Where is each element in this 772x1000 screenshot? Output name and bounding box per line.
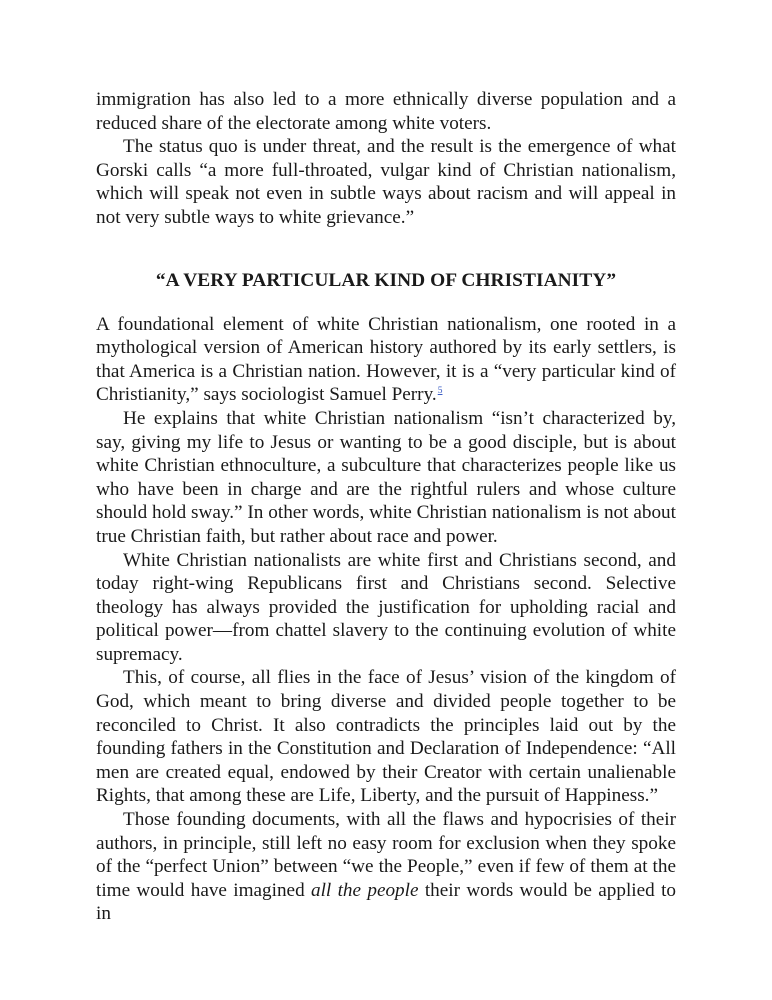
paragraph-kingdom-of-god: This, of course, all flies in the face of Jesus’ vision of the kingdom of God, which meant to bring diverse and divided people together to be reconciled to Christ. It also contradicts the principles laid out by the founding fathers in the Constitution and Declaration of Independence: “All men are created equal, endowed by their Creator with certain unalienable Rights, that among these are Life, Liberty, and the pursuit of Happiness.” (96, 667, 676, 807)
footnote-link[interactable]: 5 (437, 385, 443, 396)
paragraph-perry-explains: He explains that white Christian nationalism “isn’t characterized by, say, giving my life to Jesus or wanting to be a good disciple, but is about white Christian ethnoculture, a subculture that characterizes people like us who have been in charge and are the rightful rulers and whose culture should hold sway.” In other words, white Christian nationalism is not about true Christian faith, but rather about race and power. (96, 407, 676, 547)
paragraph-foundational-text: A foundational element of white Christian nationalism, one rooted in a mythological version of American history authored by its early settlers, is that America is a Christian nation. However, it is a “very particular kind of Christianity,” says sociologist Samuel Perry. (96, 313, 676, 406)
paragraph-gorski-quote: The status quo is under threat, and the result is the emergence of what Gorski calls “a more full-throated, vulgar kind of Christian nationalism, which will speak not even in subtle ways about racism and will appeal in not very subtle ways to white grievance.” (96, 136, 676, 228)
paragraph-founding-documents (96, 808, 676, 926)
section-heading: “A VERY PARTICULAR KIND OF CHRISTIANITY” (155, 269, 617, 291)
founding-documents-text-end: their words would be applied to in (96, 879, 676, 925)
book-page (96, 88, 676, 926)
paragraph-continued: immigration has also led to a more ethnically diverse population and a reduced share of the electorate among white voters. (96, 89, 676, 134)
paragraph-white-first: White Christian nationalists are white first and Christians second, and today right-wing Republicans first and Christians second. Selective theology has always provided the justification for upholding racial and political power—from chattel slavery to the continuing evolution of white supremacy. (96, 549, 676, 665)
founding-documents-text: Those founding documents, with all the flaws and hypocrisies of their authors, in principle, still left no easy room for exclusion when they spoke of the “perfect Union” between “we the People,” even if few of them at the time would have imagined (96, 809, 676, 901)
paragraph-foundational-element (96, 313, 676, 407)
emphasis-all-the-people: all the people (311, 879, 419, 901)
